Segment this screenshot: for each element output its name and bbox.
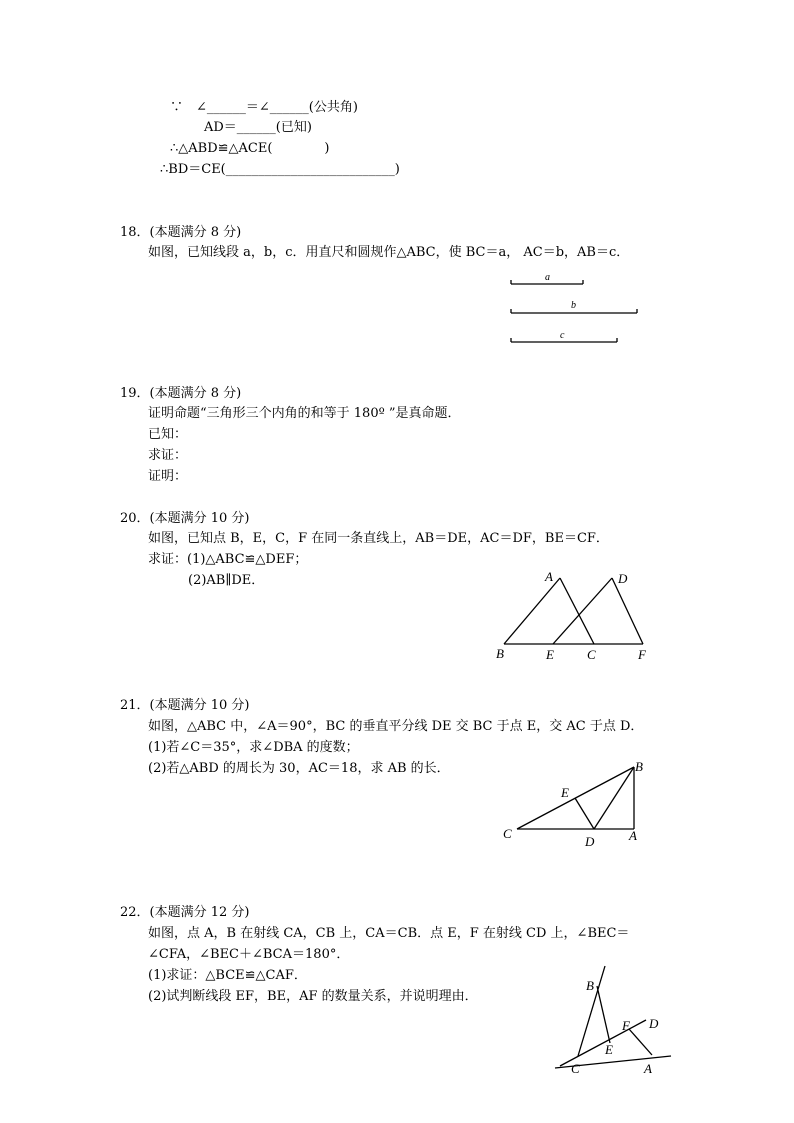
label-D: D (585, 834, 595, 849)
q19-header: 19．(本题满分 8 分) (120, 386, 242, 401)
label-B: B (496, 646, 504, 661)
label-D: D (618, 571, 628, 586)
q20-header: 20．(本题满分 10 分) (120, 511, 250, 526)
q22-part1: (1)求证：△BCE≌△CAF． (148, 968, 307, 983)
segment-a (511, 272, 583, 284)
label-B: B (635, 759, 643, 774)
q22-body-line1: 如图，点 A，B 在射线 CA，CB 上，CA＝CB．点 E，F 在射线 CD 上，∠BEC＝ (148, 926, 630, 941)
q22-part2: (2)试判断线段 EF，BE，AF 的数量关系，并说明理由． (148, 989, 478, 1004)
label-E: E (561, 785, 569, 800)
segment-b (511, 300, 637, 313)
segment-c (511, 330, 617, 342)
q18-header: 18．(本题满分 8 分) (120, 225, 242, 240)
q18-body: 如图，已知线段 a，b，c．用直尺和圆规作△ABC，使 BC＝a， AC＝b，AB＝c． (148, 245, 630, 260)
segment-a-label: a (545, 272, 550, 283)
q22-body-line2: ∠CFA，∠BEC＋∠BCA＝180°． (148, 947, 350, 962)
segment-AC (560, 578, 594, 644)
segment-AB (504, 578, 560, 644)
label-F: F (622, 1018, 630, 1033)
q20-part2: (2)AB∥DE． (188, 573, 265, 588)
q19-given: 已知： (148, 427, 188, 442)
label-C: C (571, 1061, 580, 1076)
q20-part1: 求证：(1)△ABC≌△DEF； (148, 552, 308, 567)
segment-DB (594, 767, 634, 829)
proof-line-1: ∵ ∠______＝∠______(公共角) (170, 100, 358, 115)
label-E: E (605, 1042, 613, 1057)
proof-line-4: ∴BD＝CE(__________________________) (160, 162, 400, 177)
label-A: A (629, 828, 637, 843)
segment-FA (629, 1029, 652, 1055)
segment-BE (597, 986, 610, 1043)
q21-figure (495, 755, 655, 855)
segment-ED (575, 798, 594, 829)
proof-line-3: ∴△ABD≌△ACE( ) (170, 141, 330, 156)
label-A: A (644, 1061, 652, 1076)
label-C: C (503, 826, 512, 841)
q21-body: 如图，△ABC 中，∠A＝90°，BC 的垂直平分线 DE 交 BC 于点 E，交 AC 于点 D． (148, 719, 644, 734)
proof-line-2: AD＝______(已知) (204, 120, 312, 135)
q19-body: 证明命题“三角形三个内角的和等于 180º ”是真命题． (148, 406, 461, 421)
q22-header: 22．(本题满分 12 分) (120, 905, 250, 920)
label-F: F (638, 647, 646, 662)
ray-CD (560, 1020, 646, 1066)
label-B: B (586, 978, 594, 993)
segment-b-label: b (571, 300, 576, 311)
q21-part1: (1)若∠C＝35°，求∠DBA 的度数； (148, 740, 359, 755)
label-D: D (649, 1016, 659, 1031)
q22-figure (545, 960, 685, 1080)
q20-body: 如图，已知点 B，E，C，F 在同一条直线上，AB＝DE，AC＝DF，BE＝CF． (148, 531, 609, 546)
q20-figure (490, 565, 660, 665)
label-A: A (545, 569, 553, 584)
segment-DE (553, 578, 612, 644)
label-C: C (587, 647, 596, 662)
q19-prove: 求证： (148, 448, 188, 463)
q18-segments-figure (505, 268, 645, 350)
segment-DF (612, 578, 643, 644)
q21-header: 21．(本题满分 10 分) (120, 698, 250, 713)
segment-c-label: c (560, 330, 565, 341)
q21-part2: (2)若△ABD 的周长为 30，AC＝18，求 AB 的长． (148, 761, 450, 776)
label-E: E (546, 647, 554, 662)
q19-proof: 证明： (148, 469, 188, 484)
